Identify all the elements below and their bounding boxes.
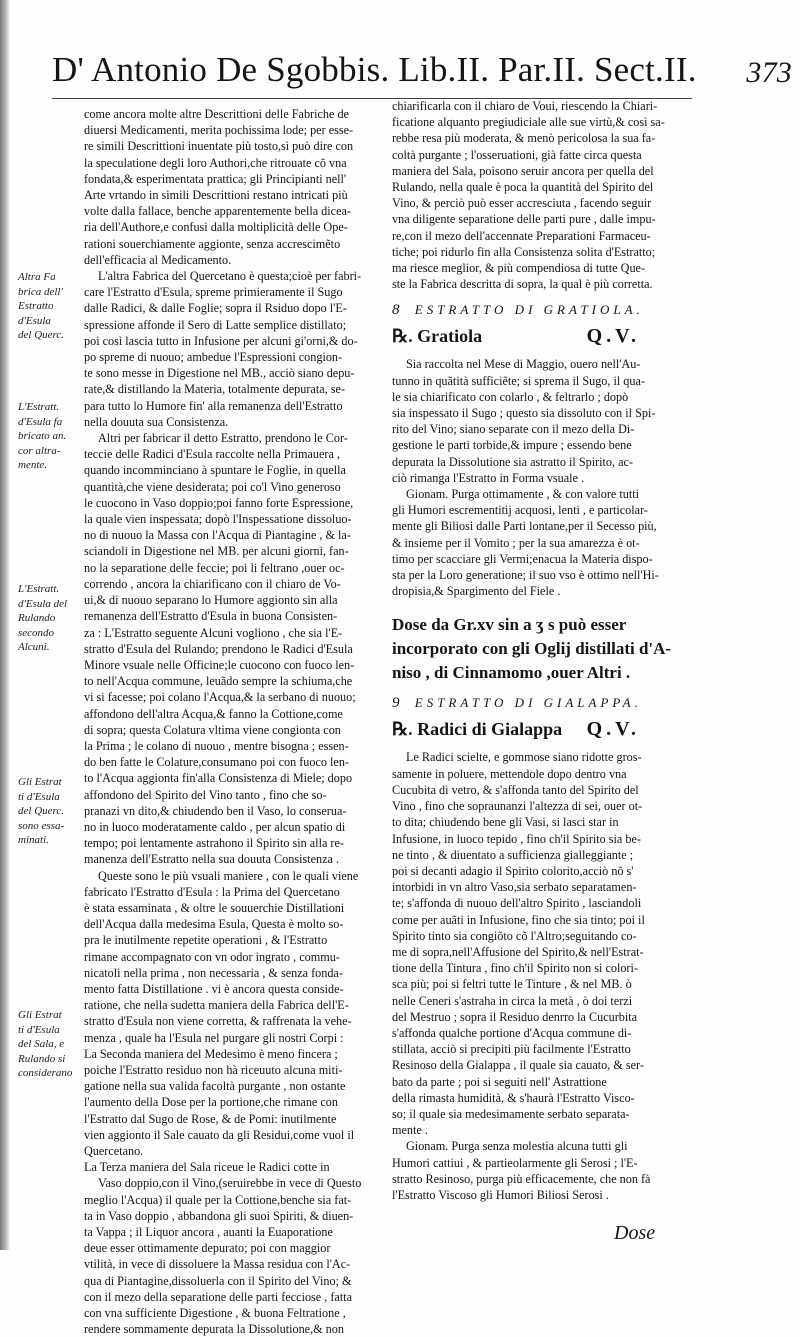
text-line: to l'Acqua aggionta fin'alla Consistenza di Miele; dopo: [84, 771, 353, 786]
margin-note-line: del Sala, e: [18, 1038, 65, 1050]
text-line: to nell'Acqua commune, leuãdo sempre la schiuma,che: [84, 674, 353, 689]
text-line: Resinoso della Gialappa , il quale sia cauato, & ser-: [392, 1058, 644, 1073]
text-line: quantità,che viene desiderata; poi co'l Vino generoso: [84, 479, 341, 494]
recipe-label: ℞. Gratiola: [392, 326, 483, 347]
text-line: nicatoli nella prima , non necessaria , & senza fonda-: [84, 965, 343, 980]
text-line: affondono dell'altra Acqua,& fanno la Cottione,come: [84, 706, 343, 721]
text-line: Vino, & perciò può esser accresciuta , facendo seguir: [392, 196, 652, 211]
text-line: ta Vappa ; il Liquor ancora , auanti la Euaporatione: [84, 1225, 333, 1240]
text-line: spressione affonde il Sero di Latte semplice distillato;: [84, 317, 347, 332]
text-line: è stata essaminata , & oltre le souuerchie Distillationi: [84, 900, 345, 915]
margin-note-line: d'Esula: [18, 314, 51, 327]
recipe-label: ℞. Radici di Gialappa: [392, 719, 563, 740]
page-number: 373: [746, 56, 792, 89]
text-line: rate,& distillando la Materia, totalmente depurata, se-: [84, 382, 345, 397]
text-line: Minore vsuale nelle Officine;le cuocono con fuoco len-: [84, 657, 355, 672]
text-line: sca più; poi si feltri tutte le Tinture , & nel MB. ò: [392, 977, 632, 992]
text-line: s'affonda qualche portione d'Acqua commune di-: [392, 1025, 632, 1040]
left-column: [84, 106, 376, 1337]
margin-note-line: Gli Estrat: [18, 1009, 62, 1021]
text-line: diuersi Medicamenti, merita pochissima lode; per esse-: [84, 123, 354, 138]
margin-note-line: bricato an.: [18, 430, 67, 442]
text-line: stratto d'Esula del Rulando; prendono le Radici d'Esula: [84, 641, 353, 656]
text-line: correndo , ancora la chiarificano con il chiaro de Vo-: [84, 576, 341, 591]
text-line: re simili Descrittioni inuentate più tosto,sì può dire con: [84, 139, 354, 154]
catchword: Dose: [614, 1222, 656, 1244]
text-line: ne tinto , & diuentato a sufficienza gialleggiante ;: [392, 847, 634, 862]
text-line: rebbe resa più moderata, & menò pericolosa la sua fa-: [392, 131, 656, 146]
right-column: [392, 98, 680, 1203]
dose-line: niso , di Cinnamomo ,ouer Altri .: [392, 663, 631, 683]
text-line: stillata, acciò si precipiti più facilmente l'Estratto: [392, 1042, 631, 1057]
text-line: mente gli Biliosi dalle Parti lontane,per il Secesso più,: [392, 519, 657, 534]
text-line: re,con il mezo dell'accennate Preparationi Farmaceu-: [392, 228, 651, 243]
text-line: pra le inutilmente repetite operationi , & l'Estratto: [84, 933, 328, 948]
section-8-body: [392, 356, 680, 599]
text-line: to dita; chiudendo bene gli Vasi, si lasci star in: [392, 815, 619, 830]
text-line: & insieme per il Vomito ; per la sua amarezza è ot-: [392, 535, 640, 550]
text-line: gatione nella sua valida facoltà purgante , non ostante: [84, 1079, 346, 1094]
margin-note-line: brica dell': [18, 285, 63, 298]
margin-note-2: [18, 400, 82, 473]
text-line: La Seconda maniera del Medesimo è meno fincera ;: [84, 1046, 338, 1061]
margin-note-line: minati.: [18, 834, 49, 846]
text-line: bato da parte ; poi si seguiti nell' Astrattione: [392, 1074, 607, 1089]
text-line: poi così lascia tutto in Infusione per alcuni gi'orni,& do-: [84, 333, 358, 348]
quantity-qv: Q.V.: [586, 325, 640, 348]
section-8-heading: [392, 302, 680, 319]
text-line: vien aggionto il Sale cauato da gli Residui,come vuol il: [84, 1127, 355, 1142]
section-9-number: 9: [392, 695, 400, 712]
text-line: ta in Vaso doppio , abbandona gli suoi Spiriti, & diuen-: [84, 1208, 354, 1223]
text-line: no in luoco moderatamente caldo , per alcun spatio di: [84, 819, 346, 834]
text-line: mento fatta Distillatione . vi è ancora questa conside-: [84, 981, 344, 996]
text-line: vna diligente separatione delle parti pure , dalle impu-: [392, 212, 656, 227]
text-line: La Terza maniera del Sala riceue le Radici cotte in: [84, 1160, 330, 1175]
text-line: te; s'affonda di nuouo dell'altro Spirito , lasciandoli: [392, 896, 642, 911]
text-line: qua di Piantagine,dissoluerla con il Spirito del Vino; &: [84, 1273, 352, 1288]
margin-note-line: Alcuni.: [18, 641, 50, 653]
text-line: samente in poluere, mettendole dopo dentro vna: [392, 766, 627, 781]
margin-note-line: L'Estratt.: [18, 583, 60, 595]
text-line: stratto d'Esula non viene corretta, & raffrenata la vehe-: [84, 1014, 352, 1029]
margin-note-1: [18, 270, 82, 343]
text-line: come ancora molte altre Descrittioni delle Fabriche de: [84, 107, 349, 121]
text-line: fondata,& esperimentata prattica; gli Principianti nell': [84, 171, 347, 186]
text-line: di sopra; questa Colatura vltima viene congionta con: [84, 722, 341, 737]
text-line: ciò rimanga l'Estratto in Forma vsuale .: [392, 470, 585, 485]
section-9-recipe: [392, 718, 680, 741]
text-line: l'Estratto dal Sugo de Rose, & de Pomi: inutilmente: [84, 1111, 337, 1126]
text-line: dropisia,& Spargimento del Fiele .: [392, 584, 561, 599]
text-line: ficatione alquanto pregiudiciale alle sue virtù,& così sa-: [392, 115, 665, 130]
text-line: so; il quale sia medesimamente serbato separata-: [392, 1106, 630, 1121]
text-line: deue esser ottimamente depurato; poi con maggior: [84, 1241, 331, 1256]
text-line: vi si facesse; poi colano l'Acqua,& la serbano di nuouo;: [84, 690, 356, 705]
text-line: ratione, che nella sudetta maniera della Fabrica dell'E-: [84, 998, 349, 1013]
text-line: rito del Vino; siano separate con il mezo della Di-: [392, 422, 635, 437]
text-line: tione della Tintura , fino ch'il Spirito non si colori-: [392, 961, 638, 976]
text-line: ria dell'Authore,e confusi dalla moltiplicità delle Ope-: [84, 220, 348, 235]
text-line: rimane accompagnato con vn odor ingrato , commu-: [84, 949, 340, 964]
text-line: della rimasta humidità, & s'haurà l'Estratto Visco-: [392, 1090, 635, 1105]
text-line: Vaso doppio,con il Vino,(seruirebbe in vece di Questo: [98, 1176, 362, 1191]
text-line: gestione le parti torbide,& impure ; essendo bene: [392, 438, 632, 453]
text-line: Altri per fabricar il detto Estratto, prendono le Cor-: [98, 431, 348, 446]
text-line: con il mezo della separatione delle parti fecciose , fatta: [84, 1289, 352, 1304]
text-line: poi si decanti adagio il Spirito colorito,acciò nõ s': [392, 863, 634, 878]
margin-note-line: del Querc.: [18, 329, 65, 341]
text-line: gli Humori escrementitij acquosi, lenti , e particolar-: [392, 503, 648, 518]
text-line: tiche; poi ridurlo fin alla Consistenza solita d'Estratto;: [392, 244, 656, 259]
text-line: la quale vien inspessata; dopò l'Inspessatione dissoluo-: [84, 512, 352, 527]
text-line: chiarificarla con il chiaro de Voui, riescendo la Chiari-: [392, 99, 658, 113]
text-line: teccie delle Radici d'Esula raccolte nella Primauera ,: [84, 447, 340, 462]
margin-note-line: sono essa-: [18, 819, 65, 832]
text-line: le cuocono in Vaso doppio;poi fanno forte Espressione,: [84, 495, 354, 510]
text-line: coltà purgante ; l'osseruationi, già fatte circa questa: [392, 147, 642, 162]
text-line: volte dalla fallace, benche apparentemente bella dicea-: [84, 204, 351, 219]
margin-note-line: ti d'Esula: [18, 790, 60, 803]
text-line: del Mestruo ; sopra il Residuo denrro la Cucurbita: [392, 1009, 638, 1024]
margin-note-line: Rulando si: [18, 1052, 66, 1065]
text-line: ste la Fabrica descritta di sopra, la qual è più corretta.: [392, 277, 653, 292]
text-line: menza , quale ha l'Esula nel purgare gli nostri Corpi :: [84, 1030, 344, 1045]
page-binding-shadow: [0, 0, 10, 1250]
dose-line: Dose da Gr.xv sin a ʒ s può esser: [392, 615, 627, 635]
text-line: Vino , fino che sopraunanzi l'altezza di sei, ouer ot-: [392, 799, 643, 814]
section-9-heading: [392, 695, 680, 712]
section-8-recipe: [392, 325, 680, 348]
text-line: L'altra Fabrica del Quercetano è questa;cioè per fabri-: [98, 269, 362, 284]
text-line: Queste sono le più vsuali maniere , con le quali viene: [98, 868, 359, 883]
text-line: le sia chiarificato con colarlo , & feltrarlo ; dopò: [392, 389, 629, 404]
text-line: nella douuta sua Consistenza.: [84, 414, 229, 429]
text-line: sia inspessato il Sugo ; questo sia dissoluto con il Spi-: [392, 406, 656, 421]
text-line: rendere sommamente depurata la Dissolutione,& non: [84, 1322, 344, 1337]
text-line: sta per la Loro generatione; il suo vso è ottimo nell'Hi-: [392, 568, 659, 583]
margin-note-line: del Querc.: [18, 805, 65, 817]
section-8-dose: [392, 613, 680, 685]
text-line: pranazi vn dito,& chiudendo ben il Vaso, lo conserua-: [84, 803, 347, 818]
text-line: Gionam. Purga senza molestia alcuna tutti gli: [406, 1139, 628, 1154]
text-line: ma riesce meglior, & più compendiosa di tutte Que-: [392, 261, 646, 276]
continuation-paragraph: [392, 98, 680, 292]
text-line: tunno in quãtità sufficiẽte; si sprema il Sugo, il qua-: [392, 373, 645, 388]
text-line: Quercetano.: [84, 1144, 144, 1158]
text-line: stratto Resinoso, purga più efficacemente, che non fà: [392, 1171, 651, 1186]
text-line: za : L'Estratto seguente Alcuni vogliono , che sia l'E-: [84, 625, 343, 640]
text-line: poiche l'Estratto residuo non hà riceuuto alcuna miti-: [84, 1062, 343, 1077]
text-line: l'Estratto Viscoso gli Humori Biliosi Serosi .: [392, 1187, 609, 1202]
section-9-body: [392, 749, 680, 1203]
margin-note-line: Gli Estrat: [18, 776, 62, 788]
text-line: dalle Radici, & dalle Foglie; sopra il Rsiduo dopo l'E-: [84, 301, 347, 316]
margin-note-line: cor altra-: [18, 444, 61, 457]
text-line: Humori cattiui , & partieolarmente gli Serosi ; l'E-: [392, 1155, 638, 1170]
text-line: dell'efficacia al Medicamento.: [84, 252, 232, 267]
text-line: ui,& di nuouo separano lo Humore aggionto sin alla: [84, 593, 338, 608]
text-line: intorbidi in vn altro Vaso,sia serbato separatamen-: [392, 880, 637, 895]
text-line: sciandoli in Digestione nel MB. per alcuni giorni, fan-: [84, 544, 349, 559]
margin-note-5: [18, 1008, 82, 1081]
text-line: te sono messe in Digestione nel MB., acciò siano depu-: [84, 366, 355, 381]
text-line: nelle Ceneri s'astraha in circa la metà , ò doi terzi: [392, 993, 633, 1008]
margin-note-line: Rulando: [18, 612, 56, 624]
margin-note-line: L'Estratt.: [18, 401, 60, 413]
text-line: Cucubita di vetro, & s'affonda tanto del Spirito del: [392, 782, 639, 797]
text-line: Spirito tinto sia congiõto cõ l'Altro;seguitando co-: [392, 928, 637, 943]
text-line: depurata la Dissolutione sia astratto il Spirito, ac-: [392, 454, 633, 469]
text-line: Sia raccolta nel Mese di Maggio, ouero nell'Au-: [406, 357, 641, 372]
text-line: la Prima ; le colano di nuouo , mentre bisogna ; essen-: [84, 738, 349, 753]
text-line: no la separatione delle feccie; poi li feltrano ,ouer oc-: [84, 560, 345, 575]
text-line: Le Radici scielte, e gommose siano ridotte gros-: [406, 750, 642, 765]
text-line: maniera del Sala, poisono seruir ancora per quella del: [392, 163, 654, 178]
section-8-number: 8: [392, 302, 400, 319]
margin-note-line: d'Esula del: [18, 597, 68, 610]
text-line: la speculatione degli loro Authori,che ritrouate cõ vna: [84, 155, 347, 170]
margin-note-3: [18, 582, 82, 655]
text-line: timo per scacciare gli Vermi;enacua la Materia dispo-: [392, 551, 653, 566]
margin-note-line: secondo: [18, 626, 55, 639]
text-line: mente .: [392, 1123, 428, 1138]
text-line: do ben fatte le Colature,consumano poi con fuoco len-: [84, 755, 349, 770]
text-line: come per auãti in Infusione, fino che sia tinto; poi il: [392, 912, 645, 927]
text-line: l'aumento della Dose per la portione,che rimane con: [84, 1095, 338, 1110]
margin-note-line: Estratto: [18, 300, 54, 312]
margin-note-line: mente.: [18, 459, 48, 471]
text-line: con vna sufficiente Digestione , & buona Feltratione ,: [84, 1306, 346, 1321]
margin-note-line: considerano: [18, 1067, 73, 1079]
section-8-title: ESTRATTO DI GRATIOLA.: [414, 302, 644, 318]
margin-note-line: d'Esula fa: [18, 415, 63, 428]
text-line: care l'Estratto d'Esula, spreme primieramente il Sugo: [84, 285, 343, 300]
dose-line: incorporato con gli Oglij distillati d'A-: [392, 639, 672, 659]
text-line: Infusione, in luoco tepido , fino ch'il Spirito sia be-: [392, 831, 641, 846]
text-line: Arte vrtando in simili Descrittioni restano intricati più: [84, 188, 348, 203]
text-line: affondono del Spirito del Vino tanto , fino che so-: [84, 787, 327, 802]
margin-note-line: ti d'Esula: [18, 1023, 60, 1036]
text-line: tempo; poi lentamente astrahono il Spirito sin alla re-: [84, 836, 344, 851]
text-line: no di nuouo la Massa con l'Acqua di Piantagine , & la-: [84, 528, 351, 543]
margin-note-4: [18, 775, 82, 848]
text-line: Gionam. Purga ottimamente , & con valore tutti: [406, 487, 639, 502]
text-line: fabricato l'Estratto d'Esula : la Prima del Quercetano: [84, 884, 340, 899]
text-line: dell'Acqua dalla medesima Esula, Questa è molto so-: [84, 917, 344, 932]
text-line: vtilità, in vece di dissoluere la Massa residua con l'Ac-: [84, 1257, 351, 1272]
text-line: rationi souerchiamente aggionte, senza accrescimẽto: [84, 236, 341, 251]
text-line: me di sopra,nell'Affusione del Spirito,& nell'Estrat-: [392, 944, 644, 959]
text-line: Rulando, nella quale è poca la quantità del Spirito del: [392, 180, 654, 195]
text-line: manenza dell'Estratto nella sua douuta Consistenza .: [84, 852, 340, 867]
text-line: para tutto lo Humore fin' alla remanenza dell'Estratto: [84, 398, 343, 413]
text-line: po spreme di nuouo; ambedue l'Espressioni congion-: [84, 350, 343, 365]
margin-note-line: Altra Fa: [18, 271, 56, 283]
quantity-qv: Q.V.: [586, 718, 640, 741]
header-title: D' Antonio De Sgobbis. Lib.II. Par.II. Sect.II.: [52, 50, 697, 89]
text-line: remanenza dell'Estratto d'Esula in buona Consisten-: [84, 609, 338, 624]
text-line: meglio l'Acqua) il quale per la Cottione,benche sia fat-: [84, 1192, 352, 1207]
text-line: quando incomminciano à spuntare le Foglie, in quella: [84, 463, 346, 478]
section-9-title: ESTRATTO DI GIALAPPA.: [414, 695, 642, 711]
